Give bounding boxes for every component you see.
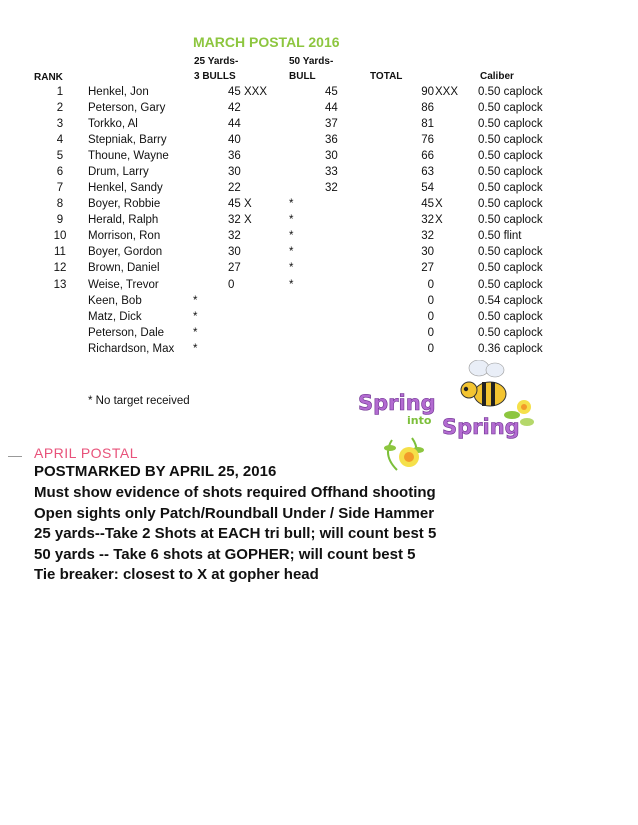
score-25-cell: 32 X xyxy=(228,214,252,226)
name-cell: Boyer, Robbie xyxy=(88,198,161,210)
total-x-cell: X xyxy=(435,198,443,210)
score-25-cell: 22 xyxy=(228,182,241,194)
total-cell: 0 xyxy=(427,295,434,307)
total-cell: 45 xyxy=(421,198,434,210)
total-cell: 32 xyxy=(421,214,434,226)
name-cell: Richardson, Max xyxy=(88,343,175,355)
no-target-50-mark: * xyxy=(289,279,294,291)
score-25-cell: 30 xyxy=(228,246,241,258)
caliber-cell: 0.50 caplock xyxy=(478,86,543,98)
logo-word-spring-1: Spring xyxy=(358,391,436,415)
total-cell: 86 xyxy=(421,102,434,114)
total-cell: 54 xyxy=(421,182,434,194)
spring-into-spring-logo xyxy=(352,360,542,475)
caliber-cell: 0.50 caplock xyxy=(478,182,543,194)
name-cell: Matz, Dick xyxy=(88,311,142,323)
caliber-cell: 0.50 caplock xyxy=(478,134,543,146)
name-cell: Thoune, Wayne xyxy=(88,150,169,162)
caliber-cell: 0.50 flint xyxy=(478,230,522,242)
score-50-cell: 30 xyxy=(325,150,338,162)
score-25-cell: 44 xyxy=(228,118,241,130)
score-25-cell: 45 X xyxy=(228,198,252,210)
logo-word-spring-2: Spring xyxy=(442,415,520,439)
name-cell: Keen, Bob xyxy=(88,295,142,307)
no-target-50-mark: * xyxy=(289,198,294,210)
total-x-cell: X xyxy=(435,214,443,226)
score-25-cell: 30 xyxy=(228,166,241,178)
score-50-cell: 32 xyxy=(325,182,338,194)
total-cell: 27 xyxy=(421,262,434,274)
no-target-25-mark: * xyxy=(193,327,198,339)
rule-line-5: 50 yards -- Take 6 shots at GOPHER; will count best 5 xyxy=(34,546,416,563)
table-row xyxy=(0,343,638,359)
header-50-yards-line2: BULL xyxy=(289,71,316,82)
table-row xyxy=(0,198,638,214)
score-25-cell: 40 xyxy=(228,134,241,146)
name-cell: Drum, Larry xyxy=(88,166,149,178)
rule-line-4: 25 yards--Take 2 Shots at EACH tri bull; will count best 5 xyxy=(34,525,437,542)
name-cell: Boyer, Gordon xyxy=(88,246,163,258)
table-row xyxy=(0,134,638,150)
rule-line-6: Tie breaker: closest to X at gopher head xyxy=(34,566,319,583)
caliber-cell: 0.50 caplock xyxy=(478,198,543,210)
table-row xyxy=(0,214,638,230)
total-cell: 90 xyxy=(421,86,434,98)
caliber-cell: 0.50 caplock xyxy=(478,262,543,274)
total-cell: 32 xyxy=(421,230,434,242)
header-50-yards-line1: 50 Yards- xyxy=(289,56,334,67)
rule-line-1: POSTMARKED BY APRIL 25, 2016 xyxy=(34,463,277,480)
header-rank: RANK xyxy=(34,72,63,83)
caliber-cell: 0.50 caplock xyxy=(478,166,543,178)
score-50-cell: 36 xyxy=(325,134,338,146)
no-target-50-mark: * xyxy=(289,214,294,226)
rank-cell: 11 xyxy=(54,246,66,258)
no-target-50-mark: * xyxy=(289,230,294,242)
total-cell: 0 xyxy=(427,327,434,339)
header-caliber: Caliber xyxy=(480,71,514,82)
name-cell: Henkel, Jon xyxy=(88,86,149,98)
total-cell: 30 xyxy=(421,246,434,258)
caliber-cell: 0.36 caplock xyxy=(478,343,543,355)
score-50-cell: 45 xyxy=(325,86,338,98)
name-cell: Stepniak, Barry xyxy=(88,134,167,146)
rank-cell: 6 xyxy=(56,166,64,178)
score-25-cell: 42 xyxy=(228,102,241,114)
score-50-cell: 37 xyxy=(325,118,338,130)
rank-cell: 1 xyxy=(56,86,64,98)
caliber-cell: 0.50 caplock xyxy=(478,118,543,130)
name-cell: Weise, Trevor xyxy=(88,279,159,291)
total-cell: 0 xyxy=(427,279,434,291)
rank-cell: 10 xyxy=(53,230,67,242)
table-row xyxy=(0,182,638,198)
score-25-cell: 0 xyxy=(228,279,235,291)
caliber-cell: 0.54 caplock xyxy=(478,295,543,307)
caliber-cell: 0.50 caplock xyxy=(478,102,543,114)
no-target-25-mark: * xyxy=(193,311,198,323)
header-25-yards-line2: 3 BULLS xyxy=(194,71,236,82)
table-row xyxy=(0,86,638,102)
table-row xyxy=(0,311,638,327)
logo-word-into: into xyxy=(407,414,432,427)
caliber-cell: 0.50 caplock xyxy=(478,150,543,162)
total-cell: 76 xyxy=(421,134,434,146)
page-title: MARCH POSTAL 2016 xyxy=(193,34,340,50)
caliber-cell: 0.50 caplock xyxy=(478,327,543,339)
rank-cell: 13 xyxy=(53,279,67,291)
name-cell: Brown, Daniel xyxy=(88,262,160,274)
header-25-yards xyxy=(194,54,238,84)
table-row xyxy=(0,118,638,134)
name-cell: Henkel, Sandy xyxy=(88,182,163,194)
rank-cell: 5 xyxy=(56,150,64,162)
rank-cell: 2 xyxy=(56,102,64,114)
table-row xyxy=(0,166,638,182)
table-row xyxy=(0,327,638,343)
table-row xyxy=(0,102,638,118)
rank-cell: 8 xyxy=(56,198,64,210)
no-target-25-mark: * xyxy=(193,343,198,355)
margin-mark xyxy=(8,456,22,457)
name-cell: Morrison, Ron xyxy=(88,230,161,242)
rank-cell: 4 xyxy=(56,134,64,146)
table-row xyxy=(0,150,638,166)
total-x-cell: XXX xyxy=(435,86,459,98)
name-cell: Torkko, Al xyxy=(88,118,138,130)
total-cell: 81 xyxy=(421,118,434,130)
caliber-cell: 0.50 caplock xyxy=(478,214,543,226)
table-row xyxy=(0,295,638,311)
rank-cell: 12 xyxy=(53,262,67,274)
rule-line-2: Must show evidence of shots required Offhand shooting xyxy=(34,484,436,501)
rule-line-3: Open sights only Patch/Roundball Under / Side Hammer xyxy=(34,505,435,522)
total-cell: 63 xyxy=(421,166,434,178)
rank-cell: 3 xyxy=(56,118,64,130)
score-25-cell: 45 XXX xyxy=(228,86,267,98)
total-cell: 0 xyxy=(427,343,434,355)
table-row xyxy=(0,230,638,246)
table-row xyxy=(0,262,638,278)
footnote: * No target received xyxy=(88,395,190,407)
total-cell: 66 xyxy=(421,150,434,162)
no-target-50-mark: * xyxy=(289,262,294,274)
rank-cell: 7 xyxy=(56,182,64,194)
score-50-cell: 44 xyxy=(325,102,338,114)
score-25-cell: 32 xyxy=(228,230,241,242)
score-25-cell: 36 xyxy=(228,150,241,162)
total-cell: 0 xyxy=(427,311,434,323)
table-row xyxy=(0,246,638,262)
table-row xyxy=(0,279,638,295)
score-25-cell: 27 xyxy=(228,262,241,274)
header-total: TOTAL xyxy=(370,71,403,82)
caliber-cell: 0.50 caplock xyxy=(478,311,543,323)
name-cell: Herald, Ralph xyxy=(88,214,159,226)
april-postal-heading: APRIL POSTAL xyxy=(34,445,139,461)
caliber-cell: 0.50 caplock xyxy=(478,279,543,291)
header-50-yards xyxy=(289,54,333,84)
score-50-cell: 33 xyxy=(325,166,338,178)
name-cell: Peterson, Gary xyxy=(88,102,166,114)
caliber-cell: 0.50 caplock xyxy=(478,246,543,258)
rank-cell: 9 xyxy=(56,214,64,226)
no-target-25-mark: * xyxy=(193,295,198,307)
no-target-50-mark: * xyxy=(289,246,294,258)
header-25-yards-line1: 25 Yards- xyxy=(194,56,239,67)
name-cell: Peterson, Dale xyxy=(88,327,165,339)
bee-icon xyxy=(461,360,506,406)
